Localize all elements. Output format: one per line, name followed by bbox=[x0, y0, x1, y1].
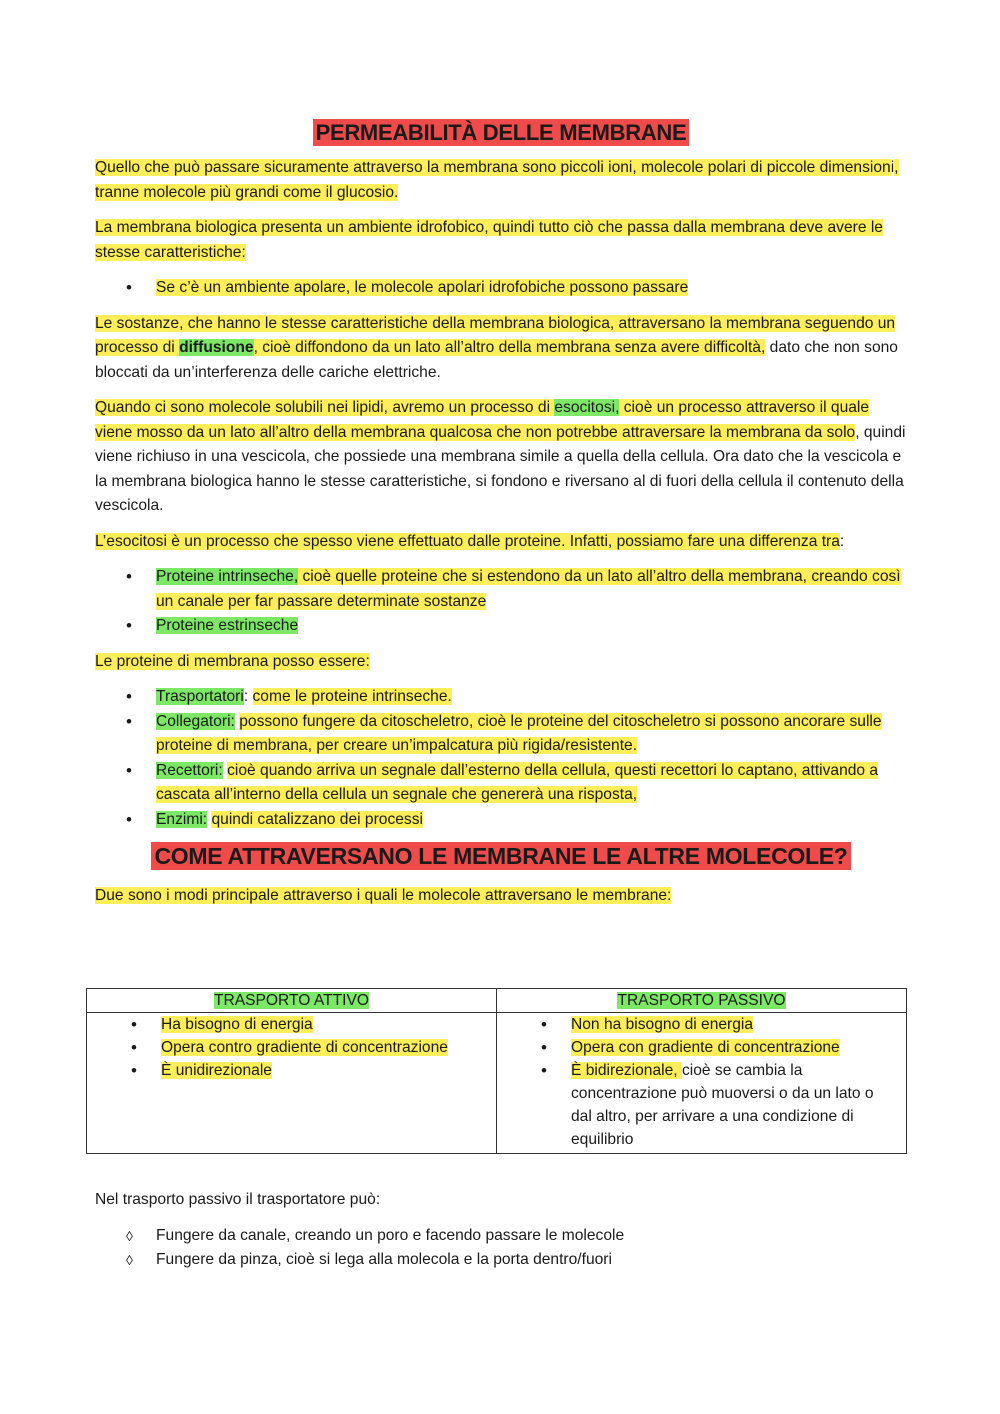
paragraph-membrane-proteins: Le proteine di membrana posso essere: bbox=[95, 652, 370, 670]
list-item: • Non ha bisogno di energia bbox=[497, 1013, 906, 1036]
list-item: • È unidirezionale bbox=[87, 1059, 496, 1082]
apolar-list bbox=[95, 276, 907, 301]
list-item: • Recettori: cioè quando arriva un segnale dall’esterno della cellula, questi recettori lo captano, attivando a cascata all’interno della cellula un segnale che genererà una risposta, bbox=[95, 759, 907, 808]
table-cell-passive bbox=[497, 1013, 907, 1154]
diffusion-term: diffusione bbox=[179, 339, 254, 356]
exocytosis-term: esocitosi bbox=[554, 399, 616, 416]
list-item: • Opera con gradiente di concentrazione bbox=[497, 1036, 906, 1059]
paragraph-passive: Nel trasporto passivo il trasportatore può: bbox=[95, 1191, 381, 1208]
paragraph-transport-modes: Due sono i modi principale attraverso i quali le molecole attraversano le membrane: bbox=[95, 887, 672, 904]
list-item: ◊ Fungere da pinza, cioè si lega alla molecola e la porta dentro/fuori bbox=[95, 1248, 907, 1273]
document-page bbox=[95, 120, 907, 920]
list-item: • Collegatori: possono fungere da citoscheletro, cioè le proteine del citoscheletro si possono ancorare sulle proteine di membrana, per creare un’impalcatura più rigida/resistente. bbox=[95, 710, 907, 759]
transport-table bbox=[86, 988, 907, 1154]
list-item: • Proteine estrinseche bbox=[95, 614, 907, 639]
paragraph-exocytosis: Quando ci sono molecole solubili nei lipidi, avremo un processo di esocitosi, cioè un processo attraverso il quale viene mosso da un lato all’altro della membrana qualcosa che non potrebbe attraversare la membrana da solo, quindi viene richiuso in una vescicola, che possiede una membrana simile a quella della cellula. Ora dato che la vescicola e la membrana biologica hanno le stesse caratteristiche, si fondono e riversano al di fuori della cellula il contenuto della vescicola. bbox=[95, 399, 906, 514]
list-item: • Trasportatori: come le proteine intrinseche. bbox=[95, 685, 907, 710]
transporter-list bbox=[95, 1224, 907, 1273]
paragraph-hydrophobic: La membrana biologica presenta un ambiente idrofobico, quindi tutto ciò che passa dalla membrana deve avere le stesse caratteristiche: bbox=[95, 219, 883, 261]
list-item: • Se c’è un ambiente apolare, le molecole apolari idrofobiche possono passare bbox=[95, 276, 907, 301]
table-header-active: TRASPORTO ATTIVO bbox=[87, 989, 497, 1013]
protein-types-list bbox=[95, 565, 907, 639]
table-header-row bbox=[87, 989, 907, 1013]
list-item: • Proteine intrinseche, cioè quelle proteine che si estendono da un lato all’altro della membrana, creando così un canale per far passare determinate sostanze bbox=[95, 565, 907, 614]
list-item: • Ha bisogno di energia bbox=[87, 1013, 496, 1036]
passive-transport-section bbox=[95, 1188, 907, 1284]
paragraph-ions: Quello che può passare sicuramente attraverso la membrana sono piccoli ioni, molecole polari di piccole dimensioni, tranne molecole più grandi come il glucosio. bbox=[95, 159, 899, 201]
paragraph-proteins: L’esocitosi è un processo che spesso viene effettuato dalle proteine. Infatti, possiamo fare una differenza tra: bbox=[95, 532, 845, 550]
table-header-passive: TRASPORTO PASSIVO bbox=[497, 989, 907, 1013]
list-item: • Opera contro gradiente di concentrazione bbox=[87, 1036, 496, 1059]
list-item: • Enzimi: quindi catalizzano dei processi bbox=[95, 808, 907, 833]
table-cell-active bbox=[87, 1013, 497, 1154]
list-item: • È bidirezionale, cioè se cambia la concentrazione può muoversi o da un lato o dal altro, per arrivare a una condizione di equilibrio bbox=[497, 1059, 906, 1151]
protein-roles-list bbox=[95, 685, 907, 832]
paragraph-diffusion: Le sostanze, che hanno le stesse caratteristiche della membrana biologica, attraversano la membrana seguendo un processo di diffusione, cioè diffondono da un lato all’altro della membrana senza avere difficoltà, dato che non sono bloccati da un’interferenza delle cariche elettriche. bbox=[95, 314, 898, 381]
page-title: PERMEABILITÀ DELLE MEMBRANE bbox=[95, 120, 907, 146]
list-item: ◊ Fungere da canale, creando un poro e facendo passare le molecole bbox=[95, 1224, 907, 1249]
table-row bbox=[87, 1013, 907, 1154]
section-title: COME ATTRAVERSANO LE MEMBRANE LE ALTRE MOLECOLE? bbox=[95, 843, 907, 870]
